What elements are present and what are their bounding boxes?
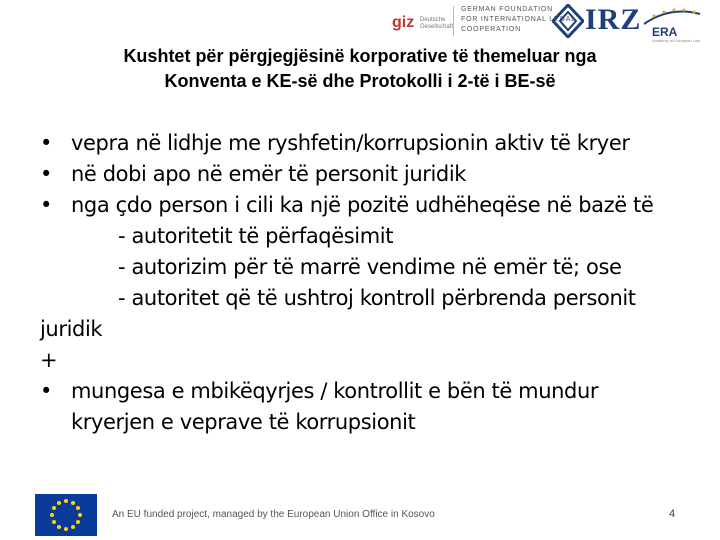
- bullet-icon: •: [40, 193, 52, 217]
- title-line-2: Konventa e KE-së dhe Protokolli i 2-të i BE-së: [164, 71, 556, 91]
- irz-diamond-icon: [552, 4, 584, 38]
- plus-sign: +: [40, 348, 58, 372]
- bullet-text: mungesa e mbikëqyrjes / kontrollit e bën të mundur: [71, 379, 599, 403]
- page-number: 4: [669, 508, 676, 520]
- irz-logo: IRZ: [585, 3, 642, 36]
- sub-item: - autoritet që të ushtroj kontroll përbrenda personit: [118, 286, 636, 310]
- era-logo: ERA: [652, 25, 678, 39]
- continuation-text: juridik: [40, 317, 103, 341]
- giz-logo: giz: [392, 14, 415, 31]
- bullet-icon: •: [40, 162, 52, 186]
- sub-item: - autorizim për të marrë vendime në emër të; ose: [118, 255, 622, 279]
- footer-text: An EU funded project, managed by the European Union Office in Kosovo: [112, 509, 435, 520]
- bullet-item: [40, 128, 710, 159]
- foundation-line: FOR INTERNATIONAL LEGAL: [461, 16, 576, 23]
- bullet-text-continuation: kryerjen e veprave të korrupsionit: [71, 410, 416, 434]
- giz-logo-subtitle: Deutsche Gesellschaft: [420, 17, 454, 30]
- bullet-text: vepra në lidhje me ryshfetin/korrupsionin aktiv të kryer: [71, 131, 630, 155]
- logo-divider: [453, 6, 454, 36]
- foundation-line: GERMAN FOUNDATION: [461, 6, 554, 13]
- bullet-text: në dobi apo në emër të personit juridik: [71, 162, 467, 186]
- bullet-icon: •: [40, 379, 52, 403]
- bullet-item: [40, 376, 710, 407]
- title-line-1: Kushtet për përgjegjësinë korporative të themeluar nga: [123, 46, 597, 66]
- foundation-line: COOPERATION: [461, 26, 522, 33]
- eu-flag-icon: [35, 494, 97, 536]
- era-logo-subtitle: Academy of European Law: [652, 38, 701, 43]
- eu-stars-icon: [35, 494, 97, 536]
- bullet-item: [40, 159, 710, 190]
- bullet-icon: •: [40, 131, 52, 155]
- bullet-item: [40, 190, 710, 221]
- slide-content: [40, 128, 710, 438]
- bullet-text: nga çdo person i cili ka një pozitë udhëheqëse në bazë të: [71, 193, 654, 217]
- sub-item: - autoritetit të përfaqësimit: [118, 224, 394, 248]
- slide-title: [20, 44, 700, 94]
